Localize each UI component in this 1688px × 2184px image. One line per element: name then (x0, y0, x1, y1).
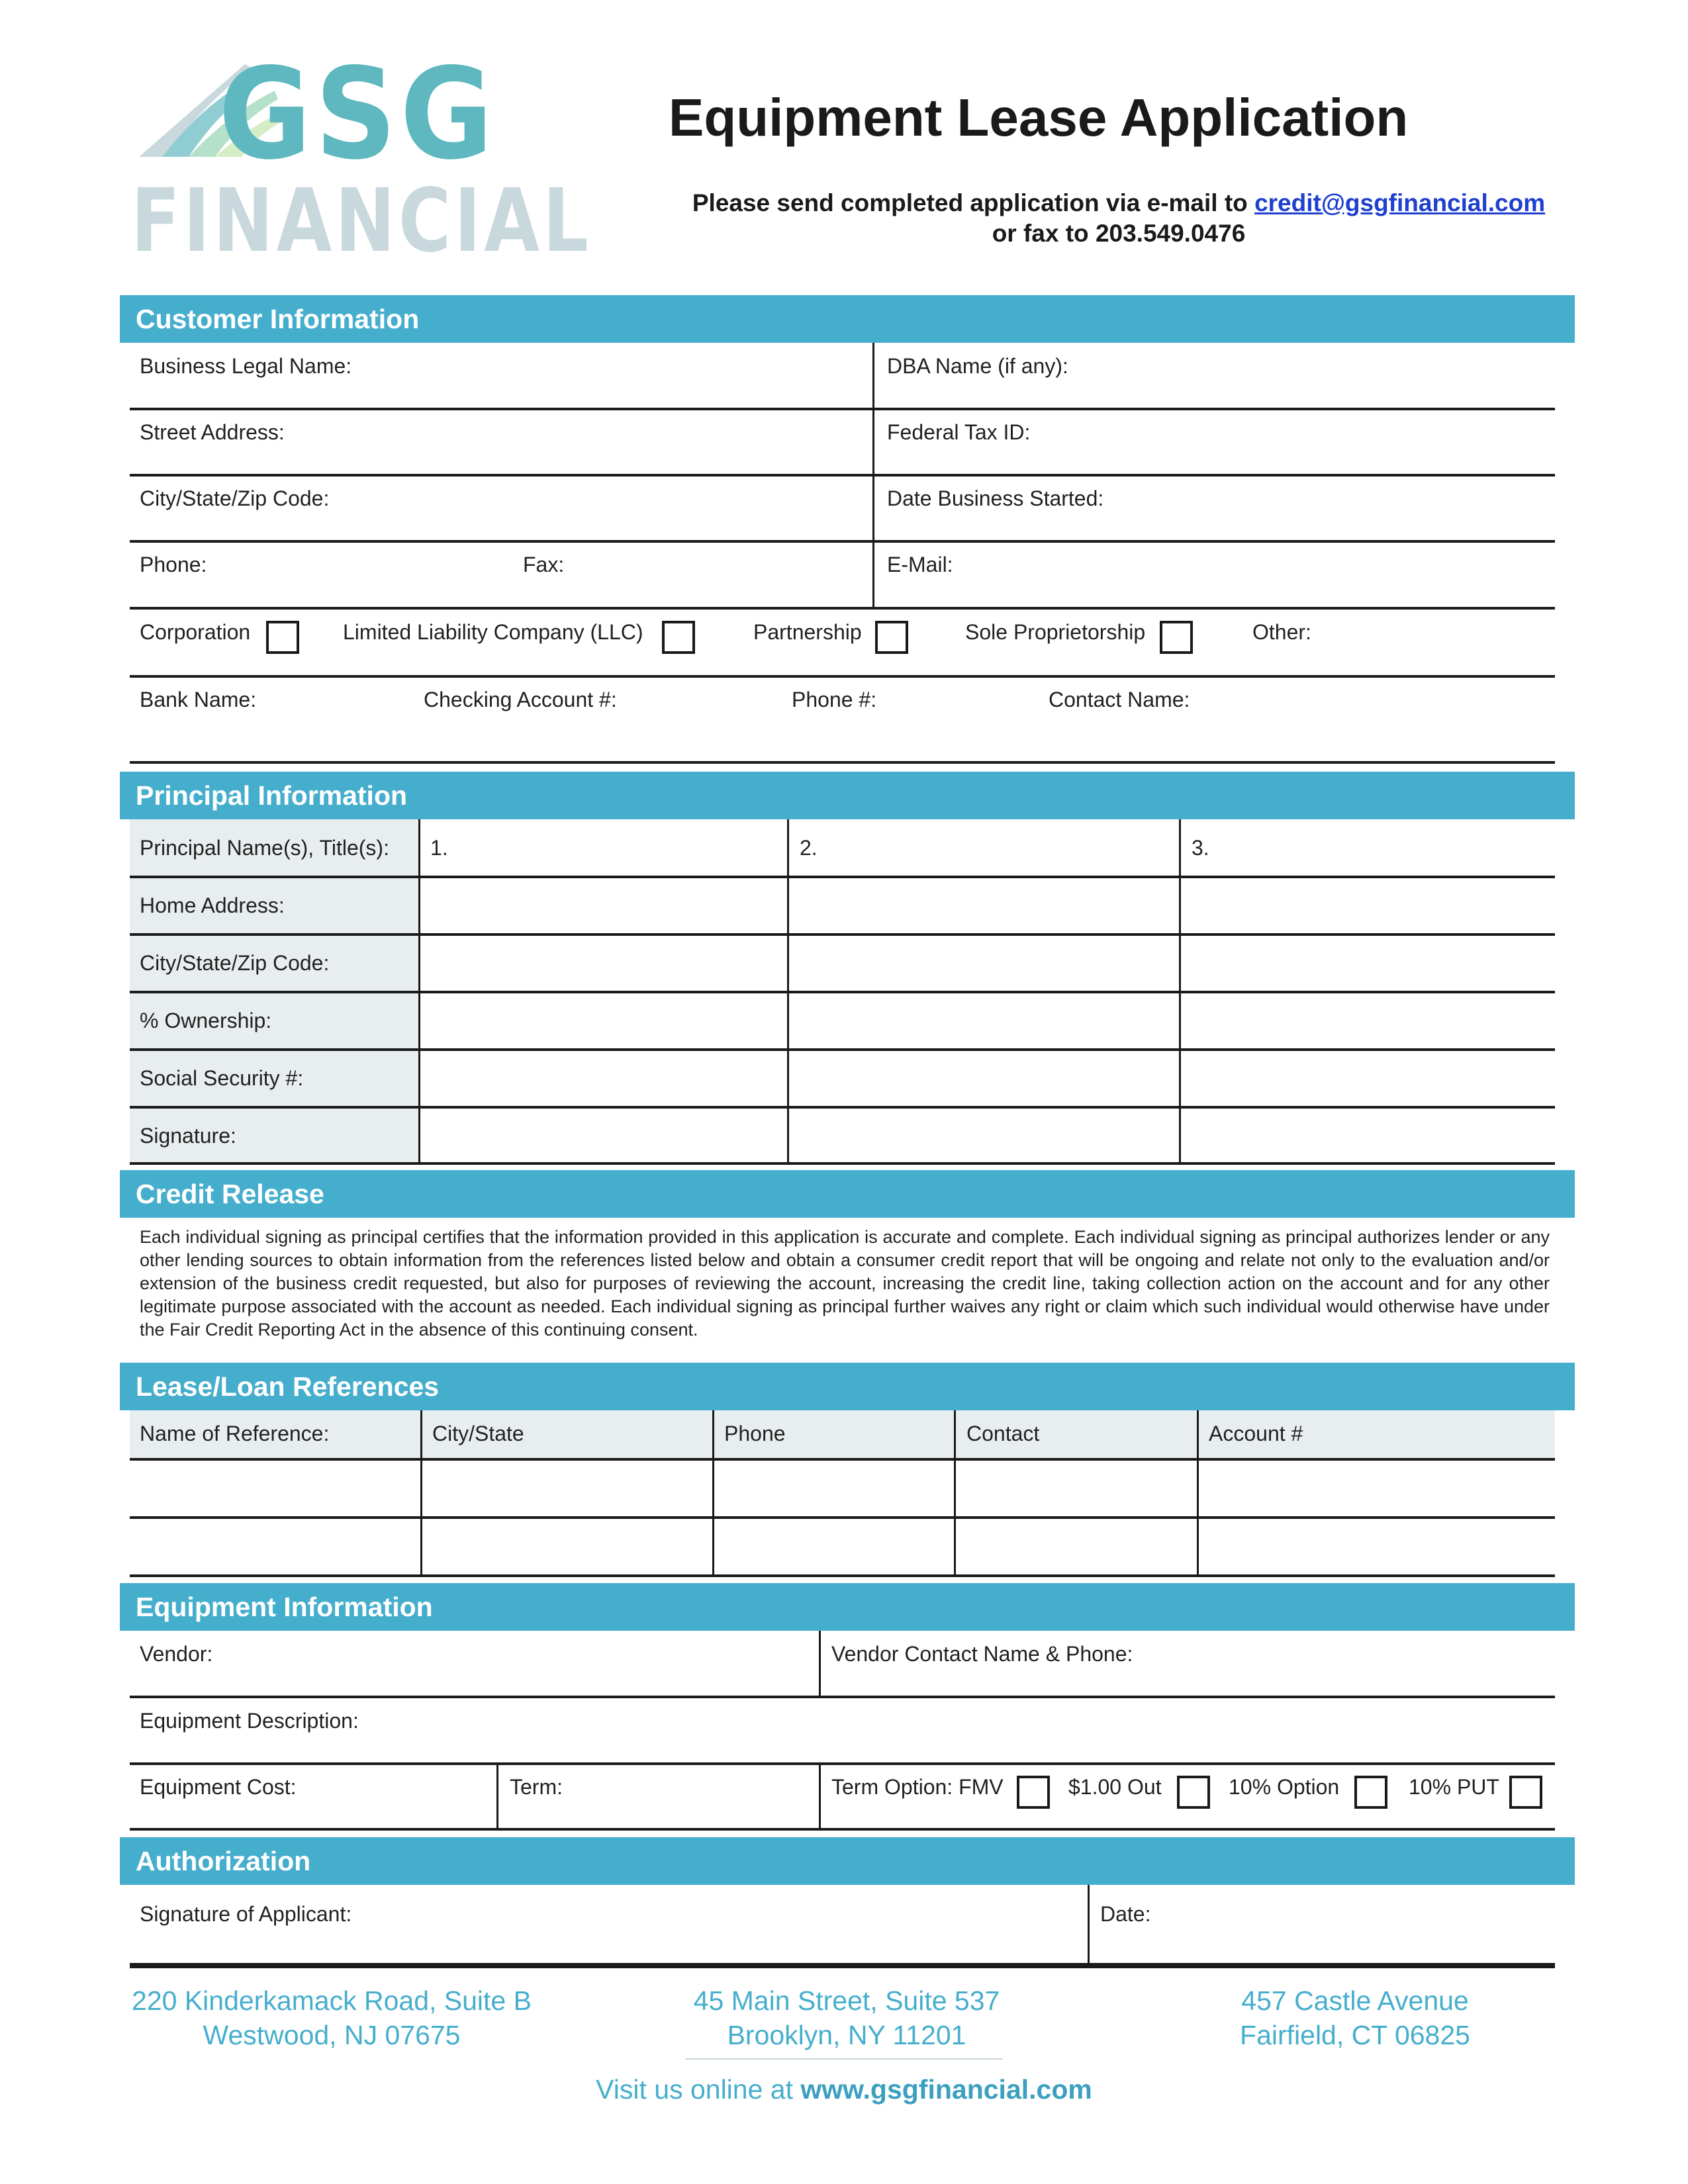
ten-percent-option-label: 10% Option (1229, 1775, 1340, 1799)
date-business-started-field[interactable]: Date Business Started: (887, 486, 1104, 510)
email-link[interactable]: credit@gsgfinancial.com (1254, 189, 1546, 216)
section-title: Authorization (136, 1846, 311, 1876)
other-field[interactable]: Other: (1252, 620, 1311, 644)
instruction-text: Please send completed application via e-mail to (692, 189, 1255, 216)
logo-text-gsg: GSG (218, 41, 497, 187)
column-divider (712, 1410, 714, 1576)
divider (130, 991, 1555, 993)
address-line: 45 Main Street, Suite 537 (693, 1985, 1000, 2016)
divider (130, 1828, 1555, 1831)
vendor-field[interactable]: Vendor: (140, 1642, 213, 1666)
section-title: Customer Information (136, 304, 420, 334)
footer-divider (685, 2058, 1003, 2060)
contact-name-field[interactable]: Contact Name: (1049, 688, 1190, 711)
section-title: Lease/Loan References (136, 1371, 440, 1402)
ownership-label: % Ownership: (140, 1009, 272, 1032)
address-line: 457 Castle Avenue (1241, 1985, 1469, 2016)
footer-rule (130, 1963, 1555, 1968)
divider (130, 408, 1555, 410)
equipment-cost-field[interactable]: Equipment Cost: (140, 1775, 297, 1799)
sole-proprietorship-checkbox[interactable] (1160, 621, 1193, 654)
principal-2-name-field[interactable]: 2. (800, 836, 818, 860)
checking-account-field[interactable]: Checking Account #: (424, 688, 617, 711)
address-line: Westwood, NJ 07675 (203, 2020, 461, 2050)
authorization-date-field[interactable]: Date: (1100, 1902, 1151, 1926)
section-title: Equipment Information (136, 1592, 433, 1622)
address-line: 220 Kinderkamack Road, Suite B (132, 1985, 532, 2016)
corporation-label: Corporation (140, 620, 251, 644)
section-principal-information (120, 772, 1575, 819)
credit-release-text: Each individual signing as principal certifies that the information provided in this application is accurate and complete. Each individual signing as principal authorizes lender or any other lending sources to obtain information from the references listed below and obtain a consumer credit report that will be ongoing and relate not only to the evaluation and/or extension of the business credit requested, but also for purposes of reviewing the account, increasing the credit line, taking collection action on the account and for any other legitimate purpose associated with the account as needed. Each individual signing as principal further waives any right or claim which such individual would otherwise have under the Fair Credit Reporting Act in the absence of this continuing consent. (140, 1227, 1550, 1340)
city-state-zip-field[interactable]: City/State/Zip Code: (140, 486, 330, 510)
reference-name-header: Name of Reference: (140, 1422, 330, 1445)
divider (130, 675, 1555, 678)
term-option-fmv-label: Term Option: FMV (831, 1775, 1004, 1799)
table-row (130, 1516, 1555, 1519)
principal-3-name-field[interactable]: 3. (1192, 836, 1209, 860)
column-divider (496, 1764, 498, 1830)
social-security-label: Social Security #: (140, 1066, 304, 1090)
signature-of-applicant-field[interactable]: Signature of Applicant: (140, 1902, 352, 1926)
section-equipment-information (120, 1583, 1575, 1631)
divider (130, 540, 1555, 543)
section-lease-loan-references (120, 1363, 1575, 1410)
address-line: Brooklyn, NY 11201 (727, 2020, 966, 2050)
office-address-brooklyn (615, 1983, 1078, 2052)
dba-name-field[interactable]: DBA Name (if any): (887, 354, 1068, 378)
street-address-field[interactable]: Street Address: (140, 420, 285, 444)
reference-city-state-header: City/State (432, 1422, 524, 1445)
partnership-checkbox[interactable] (875, 621, 908, 654)
llc-label: Limited Liability Company (LLC) (343, 620, 643, 644)
divider (130, 1106, 1555, 1109)
website-line (463, 2074, 1225, 2105)
section-credit-release (120, 1170, 1575, 1218)
reference-phone-header: Phone (724, 1422, 786, 1445)
phone-field[interactable]: Phone: (140, 553, 207, 576)
sole-proprietorship-label: Sole Proprietorship (965, 620, 1146, 644)
column-divider (819, 1631, 821, 1697)
bank-name-field[interactable]: Bank Name: (140, 688, 257, 711)
term-field[interactable]: Term: (510, 1775, 563, 1799)
federal-tax-id-field[interactable]: Federal Tax ID: (887, 420, 1031, 444)
website-link[interactable]: www.gsgfinancial.com (800, 2074, 1092, 2105)
column-divider (420, 1410, 422, 1576)
office-address-fairfield (1123, 1983, 1587, 2052)
table-row (130, 1574, 1555, 1577)
ten-percent-put-checkbox[interactable] (1509, 1776, 1542, 1809)
column-divider (1088, 1885, 1090, 1963)
principal-names-label: Principal Name(s), Title(s): (140, 836, 389, 860)
divider (130, 1048, 1555, 1051)
corporation-checkbox[interactable] (266, 621, 299, 654)
principal-city-state-zip-label: City/State/Zip Code: (140, 951, 330, 975)
divider (130, 761, 1555, 764)
divider (130, 474, 1555, 477)
address-line: Fairfield, CT 06825 (1240, 2020, 1470, 2050)
divider (130, 607, 1555, 610)
divider (130, 1162, 1555, 1165)
fax-instruction: or fax to 203.549.0476 (992, 220, 1246, 247)
divider (130, 1458, 1555, 1461)
ten-percent-put-label: 10% PUT (1409, 1775, 1499, 1799)
email-field[interactable]: E-Mail: (887, 553, 953, 576)
reference-contact-header: Contact (966, 1422, 1040, 1445)
equipment-description-field[interactable]: Equipment Description: (140, 1709, 359, 1733)
fax-field[interactable]: Fax: (523, 553, 565, 576)
vendor-contact-field[interactable]: Vendor Contact Name & Phone: (831, 1642, 1133, 1666)
principal-signature-label: Signature: (140, 1124, 236, 1148)
divider (130, 876, 1555, 878)
submission-instructions (569, 189, 1668, 217)
column-divider (1197, 1410, 1199, 1576)
business-legal-name-field[interactable]: Business Legal Name: (140, 354, 352, 378)
dollar-out-label: $1.00 Out (1068, 1775, 1162, 1799)
bank-phone-field[interactable]: Phone #: (792, 688, 877, 711)
partnership-label: Partnership (753, 620, 862, 644)
reference-account-header: Account # (1209, 1422, 1303, 1445)
home-address-label: Home Address: (140, 893, 285, 917)
references-header-shading (130, 1410, 1555, 1458)
divider (130, 933, 1555, 936)
section-authorization (120, 1837, 1575, 1885)
principal-1-name-field[interactable]: 1. (430, 836, 448, 860)
office-address-westwood (100, 1983, 563, 2052)
llc-checkbox[interactable] (662, 621, 695, 654)
section-title: Credit Release (136, 1179, 324, 1209)
column-divider (954, 1410, 956, 1576)
ten-percent-option-checkbox[interactable] (1354, 1776, 1387, 1809)
page-title: Equipment Lease Application (669, 88, 1409, 147)
logo-text-financial: FINANCIAL (131, 170, 592, 272)
dollar-out-checkbox[interactable] (1177, 1776, 1210, 1809)
column-divider (819, 1764, 821, 1830)
divider (130, 1696, 1555, 1698)
fmv-checkbox[interactable] (1017, 1776, 1050, 1809)
section-customer-information (120, 295, 1575, 343)
divider (130, 1762, 1555, 1765)
visit-prefix: Visit us online at (596, 2074, 801, 2105)
section-title: Principal Information (136, 780, 408, 811)
